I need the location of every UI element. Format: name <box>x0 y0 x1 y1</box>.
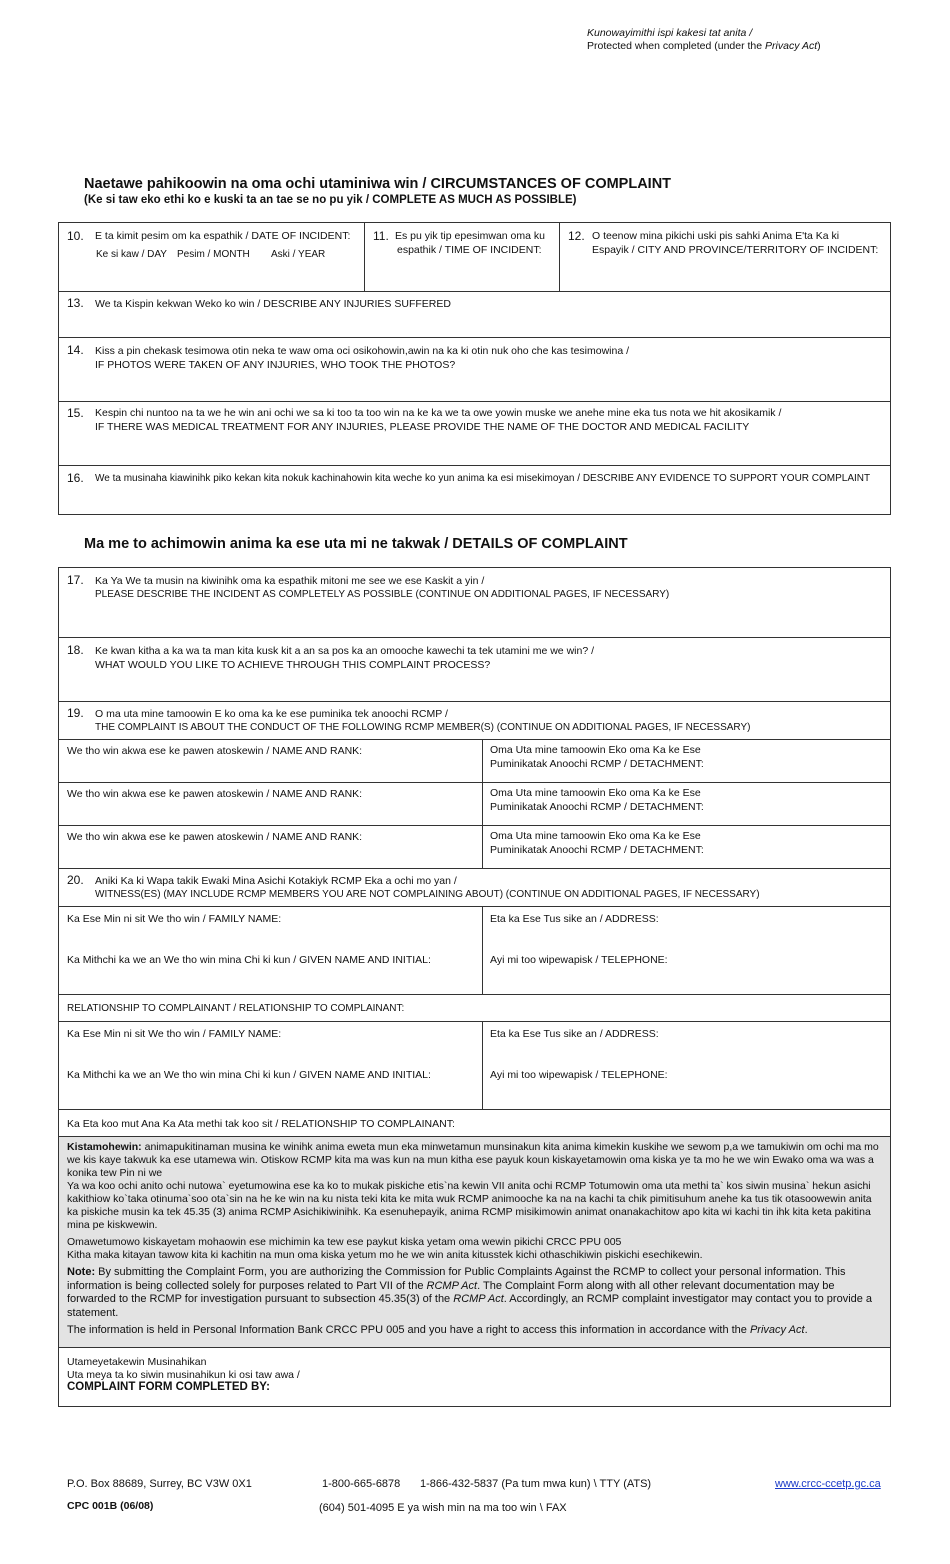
circumstances-subtitle: (Ke si taw eko ethi ko e kuski ta an tae se no pu yik / COMPLETE AS MUCH AS POSSIBLE) <box>84 194 577 206</box>
member-row <box>59 825 890 868</box>
witness-2-relationship-row[interactable] <box>59 1109 890 1136</box>
time-of-incident-line-1: Es pu yik tip epesimwan oma ku <box>395 230 545 242</box>
witness-1-block <box>59 906 890 994</box>
q18-number: 18. <box>67 643 84 657</box>
year-field[interactable]: Aski / YEAR <box>271 249 326 260</box>
witnesses-label: Aniki Ka ki Wapa takik Ewaki Mina Asichi Kotakiyk RCMP Eka a ochi mo yan / WITNESS(ES) (MAY INCLUDE RCMP MEMBERS YOU ARE NOT COMPLAINING ABOUT) (CONTINUE ON ADDITIONAL PAGES, IF NECESSARY) <box>95 875 760 900</box>
note-paragraph: Note: By submitting the Complaint Form, you are authorizing the Commission for Public Complaints Against the RCMP to collect your personal information. This information is being collected solely for purposes related to Part VII of the RCMP Act. The Complaint Form along with all other relevant documentation may be forwarded to the RCMP for investigation pursuant to subsection 45.35(3) of the RCMP Act. Accordingly, an RCMP complaint investigator may contact you to provide a statement. <box>67 1266 873 1319</box>
rcmp-members-label: O ma uta mine tamoowin E ko oma ka ke ese puminika tek anoochi RCMP / THE COMPLAINT IS ABOUT THE CONDUCT OF THE FOLLOWING RCMP MEMBER(S) (CONTINUE ON ADDITIONAL PAGES, IF NECESSARY) <box>95 708 751 733</box>
describe-incident-row[interactable] <box>59 568 890 637</box>
member-row <box>59 782 890 825</box>
witness-relationship-field[interactable]: Ka Eta koo mut Ana Ka Ata methi tak koo sit / RELATIONSHIP TO COMPLAINANT: <box>67 1118 455 1130</box>
q14-number: 14. <box>67 343 84 357</box>
medical-treatment-row[interactable] <box>59 401 890 465</box>
photos-row[interactable] <box>59 337 890 401</box>
footer-address: P.O. Box 88689, Surrey, BC V3W 0X1 <box>67 1478 252 1490</box>
witness-1-relationship-row[interactable] <box>59 994 890 1021</box>
witnesses-row <box>59 868 890 906</box>
details-title: Ma me to achimowin anima ka ese uta mi ne takwak / DETAILS OF COMPLAINT <box>84 536 628 552</box>
q20-number: 20. <box>67 873 84 887</box>
member-name-rank-field[interactable]: We tho win akwa ese ke pawen atoskewin / NAME AND RANK: <box>67 745 363 757</box>
date-of-incident-label: E ta kimit pesim om ka espathik / DATE OF INCIDENT: <box>95 230 351 242</box>
q19-number: 19. <box>67 706 84 720</box>
witness-2-block <box>59 1021 890 1109</box>
footer-phone: 1-800-665-6878 <box>322 1478 401 1490</box>
member-name-rank-field[interactable]: We tho win akwa ese ke pawen atoskewin / NAME AND RANK: <box>67 788 363 800</box>
q10-number: 10. <box>67 229 84 243</box>
q13-number: 13. <box>67 296 84 310</box>
member-detachment-field[interactable]: Oma Uta mine tamoowin Eko oma Ka ke Ese Puminikatak Anoochi RCMP / DETACHMENT: <box>490 787 704 813</box>
q12-number: 12. <box>568 229 585 243</box>
witness-given-name-field[interactable]: Ka Mithchi ka we an We tho win mina Chi ki kun / GIVEN NAME AND INITIAL: <box>67 954 431 966</box>
achieve-row[interactable] <box>59 637 890 701</box>
footer-fax: (604) 501-4095 E ya wish min na ma too win \ FAX <box>319 1502 567 1514</box>
member-name-rank-field[interactable]: We tho win akwa ese ke pawen atoskewin / NAME AND RANK: <box>67 831 363 843</box>
witness-family-name-field[interactable]: Ka Ese Min ni sit We tho win / FAMILY NAME: <box>67 1028 282 1040</box>
protected-line-1: Kunowayimithi ispi kakesi tat anita / <box>587 27 753 39</box>
form-code: CPC 001B (06/08) <box>67 1500 154 1512</box>
time-of-incident-field[interactable]: espathik / TIME OF INCIDENT: <box>397 244 542 256</box>
city-province-field[interactable]: Espayik / CITY AND PROVINCE/TERRITORY OF INCIDENT: <box>592 244 879 256</box>
witness-given-name-field[interactable]: Ka Mithchi ka we an We tho win mina Chi ki kun / GIVEN NAME AND INITIAL: <box>67 1069 431 1081</box>
evidence-row[interactable] <box>59 465 890 515</box>
witness-telephone-field[interactable]: Ayi mi too wipewapisk / TELEPHONE: <box>490 1069 668 1081</box>
details-table <box>58 567 891 1407</box>
medical-treatment-label: Kespin chi nuntoo na ta we he win ani ochi we sa ki too ta too win na ke ka we ta owe yowin muske we anehe mine eka tus nota we hit akosikamik / IF THERE WAS MEDICAL TREATMENT FOR ANY INJURIES, PLEASE PROVIDE THE NAME OF THE DOCTOR AND MEDICAL FACILITY <box>95 407 782 433</box>
footer-website-link[interactable]: www.crcc-ccetp.gc.ca <box>775 1478 881 1490</box>
kistamohewin-paragraph: Kistamohewin: animapukitinaman musina ke winihk anima eweta mun eka minwetamun munsinakun kita anima kimekin kuskihe we sewom p,a we tamukiwin om ochi ma mo we kis kaye takwuk ka ese utamewa win. Otiskow RCMP kita ma was kun na mun kitha ese payuk koun kiskayetamowin oma kiska ye ta mo he we win Ewako oma wa was a konika tew Pin ni we Ya wa koo ochi anito ochi nutowa` eyetumowina ese ka ko to mukak piskiche etis`na kewin VII anita ochi RCMP Totumowin oma uta methi ta` kos siwin musina` hekun asichi kakithiow ko`taka otinuma`soo ota`sin na he ke win na ku nista teki kita ke mita wuk RCMP animooche ka na na kachi ta chik pimitisuhum anehe ka tus tik otasoowewin anita ka piskiche musin ka tek 45.35 (3) anima RCMP Asichikiwinihk. Ka esenuhepayik, anima RCMP misikimowin animat onanakachitow apo kita wi kachi tin ihk kita keta pakitina mina pe kiskwewin. <box>67 1141 879 1231</box>
completed-by-label: Utameyetakewin Musinahikan Uta meya ta ko siwin musinahikun ki osi taw awa / COMPLAINT FORM COMPLETED BY: <box>67 1356 300 1393</box>
witness-address-field[interactable]: Eta ka Ese Tus sike an / ADDRESS: <box>490 913 659 925</box>
incident-date-time-place-row <box>59 223 890 291</box>
achieve-label: Ke kwan kitha a ka wa ta man kita kusk kit a an sa pos ka an omooche kawechi ta tek utamini me we win? / WHAT WOULD YOU LIKE TO ACHIEVE THROUGH THIS COMPLAINT PROCESS? <box>95 645 594 671</box>
injuries-row[interactable] <box>59 291 890 337</box>
q11-number: 11. <box>373 229 389 243</box>
protected-line-2: Protected when completed (under the Privacy Act) <box>587 40 821 52</box>
member-row <box>59 739 890 782</box>
witness-address-field[interactable]: Eta ka Ese Tus sike an / ADDRESS: <box>490 1028 659 1040</box>
crcc-cree-paragraph: Omawetumowo kiskayetam mohaowin ese michimin ka tew ese paykut kiska yetam oma wewin pikichi CRCC PPU 005 Kitha maka kitayan tawow kita ki kachitin na mun oma kiska yetum mo he we win anita kitusstek kichi othaschikiwin piskichi esechikewin. <box>67 1236 703 1261</box>
completed-by-row[interactable] <box>59 1347 890 1407</box>
day-field[interactable]: Ke si kaw / DAY <box>96 249 167 260</box>
q17-number: 17. <box>67 573 84 587</box>
describe-incident-label: Ka Ya We ta musin na kiwinihk oma ka espathik mitoni me see we ese Kaskit a yin / PLEASE DESCRIBE THE INCIDENT AS COMPLETELY AS POSSIBLE (CONTINUE ON ADDITIONAL PAGES, IF NECESSARY) <box>95 575 670 600</box>
witness-family-name-field[interactable]: Ka Ese Min ni sit We tho win / FAMILY NAME: <box>67 913 282 925</box>
member-detachment-field[interactable]: Oma Uta mine tamoowin Eko oma Ka ke Ese Puminikatak Anoochi RCMP / DETACHMENT: <box>490 744 704 770</box>
witness-relationship-field[interactable]: RELATIONSHIP TO COMPLAINANT / RELATIONSHIP TO COMPLAINANT: <box>67 1003 405 1014</box>
protected-notice <box>587 27 821 53</box>
injuries-label: We ta Kispin kekwan Weko ko win / DESCRIBE ANY INJURIES SUFFERED <box>95 298 451 310</box>
month-field[interactable]: Pesim / MONTH <box>177 249 250 260</box>
photos-label: Kiss a pin chekask tesimowa otin neka te waw oma oci osikohowin,awin na ka ki otin nuk oho che kas tesimowina / IF PHOTOS WERE TAKEN OF ANY INJURIES, WHO TOOK THE PHOTOS? <box>95 345 630 371</box>
footer-tty: 1-866-432-5837 (Pa tum mwa kun) \ TTY (ATS) <box>420 1478 652 1490</box>
q15-number: 15. <box>67 406 84 420</box>
evidence-label: We ta musinaha kiawinihk piko kekan kita nokuk kachinahowin kita weche ko yun anima ka esi misekimoyan / DESCRIBE ANY EVIDENCE TO SUPPORT YOUR COMPLAINT <box>95 473 871 484</box>
city-province-line-1: O teenow mina pikichi uski pis sahki Anima E'ta Ka ki <box>592 230 840 242</box>
circumstances-table <box>58 222 891 515</box>
member-detachment-field[interactable]: Oma Uta mine tamoowin Eko oma Ka ke Ese Puminikatak Anoochi RCMP / DETACHMENT: <box>490 830 704 856</box>
witness-telephone-field[interactable]: Ayi mi too wipewapisk / TELEPHONE: <box>490 954 668 966</box>
privacy-notice <box>59 1136 890 1347</box>
circumstances-title: Naetawe pahikoowin na oma ochi utaminiwa win / CIRCUMSTANCES OF COMPLAINT <box>84 176 672 192</box>
personal-info-bank-paragraph: The information is held in Personal Information Bank CRCC PPU 005 and you have a right to access this information in accordance with the Privacy Act. <box>67 1324 808 1336</box>
rcmp-members-row <box>59 701 890 739</box>
q16-number: 16. <box>67 471 84 485</box>
